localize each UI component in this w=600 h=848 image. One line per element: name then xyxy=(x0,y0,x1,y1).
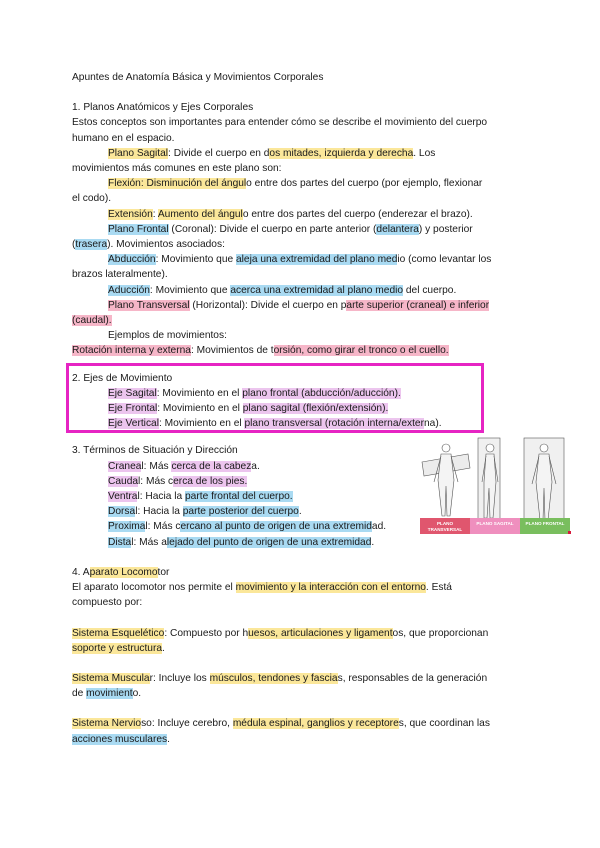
text-line: Dorsal: Hacia la parte posterior del cuerpo. xyxy=(108,506,302,518)
section-4-heading: 4. Aparato Locomotor xyxy=(72,566,170,578)
text-line: movimientos más comunes en este plano son: xyxy=(72,163,282,175)
highlight: Aumento del ángul xyxy=(157,208,243,220)
text-line: Ejemplos de movimientos: xyxy=(108,330,227,342)
highlight: Eje Sagital xyxy=(108,387,157,399)
highlight: Ventra xyxy=(108,491,138,503)
figure-sagital xyxy=(478,438,500,522)
red-mark xyxy=(568,531,571,534)
highlight: lejado del punto de origen de una extremidad xyxy=(166,536,372,548)
highlight: aleja una extremidad del plano med xyxy=(235,254,398,266)
highlight: Sistema Muscula xyxy=(72,672,150,684)
text-line: Eje Frontal: Movimiento en el plano sagital (flexión/extensión). xyxy=(108,403,389,415)
highlight: ercano al punto de origen de una extremid xyxy=(180,521,372,533)
legend-frontal: PLANO FRONTAL xyxy=(520,518,570,534)
highlight: músculos, tendones y fascia xyxy=(209,672,338,684)
paragraph: humano en el espacio. xyxy=(72,132,175,144)
text-line: Sistema Muscular: Incluye los músculos, tendones y fascias, responsables de la generación xyxy=(72,672,488,684)
text-line: Abducción: Movimiento que aleja una extremidad del plano medio (como levantar los xyxy=(108,254,492,266)
text-line: acciones musculares. xyxy=(72,733,170,745)
highlight: Cranea xyxy=(108,460,142,472)
doc-title: Apuntes de Anatomía Básica y Movimientos Corporales xyxy=(72,72,324,83)
text-line: Aducción: Movimiento que acerca una extremidad al plano medio del cuerpo. xyxy=(108,284,457,296)
highlight: parato Locomo xyxy=(89,566,158,578)
text-line: Sistema Esquelético: Compuesto por huesos, articulaciones y ligamentos, que proporcionan xyxy=(72,627,489,639)
text-line: brazos lateralmente). xyxy=(72,269,168,281)
highlight: erca de los pies. xyxy=(173,475,248,487)
highlight: Dorsa xyxy=(108,506,136,518)
highlight: parte frontal del cuerpo. xyxy=(185,491,293,503)
text-line: Flexión: Disminución del ángulo entre dos partes del cuerpo (por ejemplo, flexionar xyxy=(108,178,483,190)
highlight: Cauda xyxy=(108,475,139,487)
text-line: (trasera). Movimientos asociados: xyxy=(72,239,225,251)
highlight: Plano Frontal xyxy=(108,223,169,235)
text-line: Plano Sagital: Divide el cuerpo en dos mitades, izquierda y derecha. Los xyxy=(108,147,436,159)
highlight: Eje Vertical xyxy=(108,418,159,430)
text-line: soporte y estructura. xyxy=(72,642,165,654)
highlight: orsión, como girar el tronco o el cuello. xyxy=(273,345,449,357)
highlight: uesos, articulaciones y ligament xyxy=(248,627,393,639)
highlight: soporte y estructura xyxy=(72,642,163,654)
section-1-heading: 1. Planos Anatómicos y Ejes Corporales xyxy=(72,102,254,114)
highlight: parte posterior del cuerpo xyxy=(182,506,299,518)
highlight: arte superior (craneal) e inferior xyxy=(346,299,490,311)
highlight: os mitades, izquierda y derecha xyxy=(269,147,414,159)
paragraph: Estos conceptos son importantes para entender cómo se describe el movimiento del cuerpo xyxy=(72,117,488,129)
highlight: Sistema Nervio xyxy=(72,718,142,730)
text-line xyxy=(72,313,532,328)
highlight: (caudal). xyxy=(72,315,112,327)
highlight: acerca una extremidad al plano medio xyxy=(230,284,404,296)
highlight: Flexión: Disminución del ángul xyxy=(108,178,247,190)
highlight: Abducción xyxy=(108,254,156,266)
highlight-box-section-2 xyxy=(66,363,484,433)
text-line: el codo). xyxy=(72,193,112,205)
highlight: acciones musculares xyxy=(72,733,168,745)
planes-legend xyxy=(420,518,570,534)
text-line: Eje Vertical: Movimiento en el plano transversal (rotación interna/externa). xyxy=(108,418,442,430)
section-2-heading: 2. Ejes de Movimiento xyxy=(72,372,173,384)
text-line: compuesto por: xyxy=(72,597,143,609)
legend-sagital: PLANO SAGITAL xyxy=(470,518,520,534)
highlight: Proxima xyxy=(108,521,146,533)
highlight: plano sagital (flexión/extensión). xyxy=(242,403,389,415)
text-line: Rotación interna y externa: Movimientos de torsión, como girar el tronco o el cuello. xyxy=(72,345,449,357)
highlight: plano transversal (rotación interna/exter xyxy=(244,418,424,430)
highlight: plano frontal (abducción/aducción). xyxy=(242,387,401,399)
text-line: Plano Transversal (Horizontal): Divide el cuerpo en parte superior (craneal) e inferior xyxy=(108,299,490,311)
highlight: Plano Sagital xyxy=(108,147,169,159)
text-line: Distal: Más alejado del punto de origen de una extremidad. xyxy=(108,536,375,548)
text-line: Eje Sagital: Movimiento en el plano frontal (abducción/aducción). xyxy=(108,387,401,399)
text-line: Craneal: Más cerca de la cabeza. xyxy=(108,460,260,472)
highlight: Aducción xyxy=(108,284,150,296)
text-line: Ventral: Hacia la parte frontal del cuerpo. xyxy=(108,491,293,503)
highlight: delantera xyxy=(376,223,419,235)
highlight: Eje Frontal xyxy=(108,403,158,415)
text-line: Proximal: Más cercano al punto de origen de una extremidad. xyxy=(108,521,387,533)
section-3-heading: 3. Términos de Situación y Dirección xyxy=(72,445,238,457)
figure-frontal xyxy=(524,438,564,526)
legend-transversal: PLANO TRANSVERSAL xyxy=(420,518,470,534)
text-line: Sistema Nervioso: Incluye cerebro, médula espinal, ganglios y receptores, que coordinan las xyxy=(72,718,490,730)
text-line: El aparato locomotor nos permite el movimiento y la interacción con el entorno. Está xyxy=(72,582,452,594)
highlight: Sistema Esquelético xyxy=(72,627,165,639)
highlight: médula espinal, ganglios y receptore xyxy=(232,718,399,730)
text-line: Extensión: Aumento del ángulo entre dos partes del cuerpo (enderezar el brazo). xyxy=(108,208,473,220)
text-line: de movimiento. xyxy=(72,688,142,700)
figure-transversal xyxy=(422,444,470,516)
text-line: Caudal: Más cerca de los pies. xyxy=(108,475,248,487)
highlight: Extensión xyxy=(108,208,153,220)
highlight: movimiento y la interacción con el entorno xyxy=(235,582,426,594)
highlight: Rotación interna y externa xyxy=(72,345,191,357)
highlight: Plano Transversal xyxy=(108,299,190,311)
highlight: trasera xyxy=(75,239,108,251)
highlight: Dista xyxy=(108,536,132,548)
highlight: movimient xyxy=(86,688,133,700)
text-line: Plano Frontal (Coronal): Divide el cuerpo en parte anterior (delantera) y posterior xyxy=(108,223,473,235)
highlight: cerca de la cabez xyxy=(171,460,252,472)
